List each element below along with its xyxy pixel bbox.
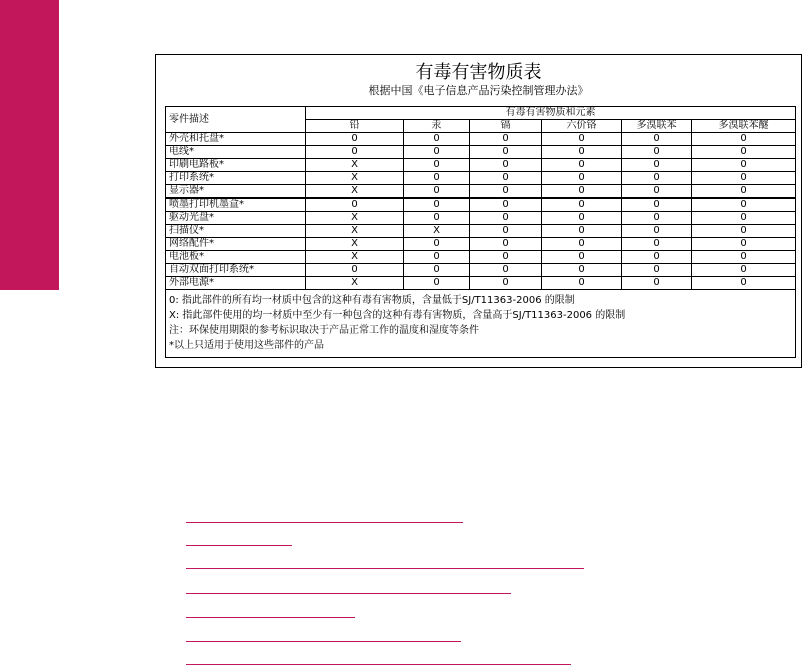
substance-value-cell: 0: [622, 264, 692, 277]
substance-value-cell: 0: [692, 198, 796, 212]
substance-value-cell: 0: [542, 185, 622, 199]
substance-value-cell: 0: [404, 264, 470, 277]
substance-value-cell: 0: [622, 225, 692, 238]
note-line: 注：环保使用期限的参考标识取决于产品正常工作的温度和湿度等条件: [169, 325, 479, 336]
substance-value-cell: 0: [404, 146, 470, 159]
substance-value-cell: 0: [470, 238, 542, 251]
substance-value-cell: 0: [542, 251, 622, 264]
substance-value-cell: X: [306, 159, 404, 172]
part-name-cell: 电池板*: [166, 251, 306, 264]
material-header: 汞: [404, 120, 470, 133]
substance-value-cell: 0: [306, 146, 404, 159]
substance-value-cell: X: [306, 212, 404, 225]
substance-value-cell: 0: [306, 264, 404, 277]
substance-value-cell: X: [306, 225, 404, 238]
substance-value-cell: 0: [692, 264, 796, 277]
substance-value-cell: X: [306, 251, 404, 264]
substance-value-cell: X: [306, 238, 404, 251]
substance-value-cell: 0: [470, 146, 542, 159]
substance-value-cell: 0: [404, 159, 470, 172]
table-row: [166, 225, 796, 238]
table-row: [166, 185, 796, 199]
substance-value-cell: 0: [692, 225, 796, 238]
substance-value-cell: 0: [542, 212, 622, 225]
substance-value-cell: 0: [622, 185, 692, 199]
link-rule[interactable]: [186, 593, 511, 594]
substance-value-cell: 0: [692, 133, 796, 146]
part-name-cell: 自动双面打印系统*: [166, 264, 306, 277]
substance-value-cell: 0: [542, 198, 622, 212]
substance-value-cell: 0: [692, 185, 796, 199]
substance-value-cell: 0: [404, 198, 470, 212]
material-header: 多溴联苯: [622, 120, 692, 133]
table-row: [166, 172, 796, 185]
part-name-cell: 电线*: [166, 146, 306, 159]
hazardous-substances-table-frame: [155, 54, 802, 368]
table-row: [166, 212, 796, 225]
note-line: 0: 指此部件的所有均一材质中包含的这种有毒有害物质，含量低于SJ/T11363-2006 的限制: [169, 295, 575, 306]
table-row: [166, 159, 796, 172]
substance-value-cell: 0: [470, 251, 542, 264]
table-subtitle: 根据中国《电子信息产品污染控制管理办法》: [368, 84, 589, 97]
substance-value-cell: 0: [542, 264, 622, 277]
link-rule[interactable]: [186, 568, 584, 569]
table-row: [166, 277, 796, 290]
substance-value-cell: 0: [692, 159, 796, 172]
substance-value-cell: 0: [692, 172, 796, 185]
substance-value-cell: X: [306, 277, 404, 290]
substance-value-cell: 0: [470, 212, 542, 225]
substance-value-cell: 0: [542, 225, 622, 238]
table-body: [166, 133, 796, 358]
link-rule[interactable]: [186, 641, 461, 642]
link-rule[interactable]: [186, 545, 292, 546]
table-row: [166, 238, 796, 251]
substance-value-cell: 0: [470, 159, 542, 172]
table-title: 有毒有害物质表: [415, 62, 542, 83]
table-header-row: [166, 107, 796, 120]
substance-value-cell: 0: [692, 238, 796, 251]
substance-value-cell: 0: [470, 198, 542, 212]
substance-value-cell: 0: [470, 172, 542, 185]
substance-value-cell: 0: [622, 251, 692, 264]
substance-value-cell: 0: [622, 238, 692, 251]
substances-group-header: 有毒有害物质和元素: [306, 107, 796, 120]
substance-value-cell: X: [404, 225, 470, 238]
substance-value-cell: 0: [542, 238, 622, 251]
link-rule[interactable]: [186, 522, 463, 523]
substance-value-cell: 0: [622, 212, 692, 225]
material-header: 六价铬: [542, 120, 622, 133]
note-line: X: 指此部件使用的均一材质中至少有一种包含的这种有毒有害物质，含量高于SJ/T11363-2006 的限制: [169, 310, 626, 321]
part-name-cell: 印刷电路板*: [166, 159, 306, 172]
substance-value-cell: 0: [542, 133, 622, 146]
table-row: [166, 198, 796, 212]
substance-value-cell: 0: [622, 133, 692, 146]
section-side-tab: [0, 0, 59, 290]
substance-value-cell: 0: [404, 238, 470, 251]
material-header: 镉: [470, 120, 542, 133]
part-name-cell: 打印系统*: [166, 172, 306, 185]
substance-value-cell: 0: [306, 133, 404, 146]
substance-value-cell: 0: [470, 185, 542, 199]
substance-value-cell: 0: [542, 159, 622, 172]
substance-value-cell: 0: [470, 225, 542, 238]
substance-value-cell: 0: [306, 198, 404, 212]
substance-value-cell: 0: [404, 185, 470, 199]
substance-value-cell: 0: [404, 251, 470, 264]
substance-value-cell: 0: [622, 146, 692, 159]
substance-value-cell: 0: [692, 212, 796, 225]
link-rule[interactable]: [186, 664, 571, 665]
substance-value-cell: 0: [692, 277, 796, 290]
substance-value-cell: 0: [404, 172, 470, 185]
table-row: [166, 146, 796, 159]
part-name-cell: 显示器*: [166, 185, 306, 199]
table-row: [166, 264, 796, 277]
table-row: [166, 251, 796, 264]
part-name-cell: 扫描仪*: [166, 225, 306, 238]
part-name-cell: 外壳和托盘*: [166, 133, 306, 146]
substance-value-cell: 0: [404, 133, 470, 146]
substance-value-cell: X: [306, 172, 404, 185]
substance-value-cell: 0: [692, 251, 796, 264]
link-rule[interactable]: [186, 617, 355, 618]
substance-value-cell: 0: [542, 146, 622, 159]
substance-value-cell: X: [306, 185, 404, 199]
substance-value-cell: 0: [542, 277, 622, 290]
substance-value-cell: 0: [692, 146, 796, 159]
substance-value-cell: 0: [622, 198, 692, 212]
part-name-cell: 外部电源*: [166, 277, 306, 290]
material-header: 铅: [306, 120, 404, 133]
part-name-cell: 喷墨打印机墨盒*: [166, 198, 306, 212]
substance-value-cell: 0: [622, 277, 692, 290]
material-header: 多溴联苯醚: [692, 120, 796, 133]
substance-value-cell: 0: [404, 277, 470, 290]
part-name-cell: 驱动光盘*: [166, 212, 306, 225]
substance-value-cell: 0: [622, 159, 692, 172]
substance-value-cell: 0: [470, 133, 542, 146]
hazardous-substances-table: [165, 106, 796, 358]
table-row: [166, 133, 796, 146]
substance-value-cell: 0: [470, 264, 542, 277]
notes-cell: [166, 290, 796, 358]
substance-value-cell: 0: [404, 212, 470, 225]
substance-value-cell: 0: [622, 172, 692, 185]
note-line: *以上只适用于使用这些部件的产品: [169, 340, 324, 351]
part-name-cell: 网络配件*: [166, 238, 306, 251]
substance-value-cell: 0: [470, 277, 542, 290]
substance-value-cell: 0: [542, 172, 622, 185]
part-description-header: 零件描述: [166, 107, 306, 133]
notes-row: [166, 290, 796, 358]
